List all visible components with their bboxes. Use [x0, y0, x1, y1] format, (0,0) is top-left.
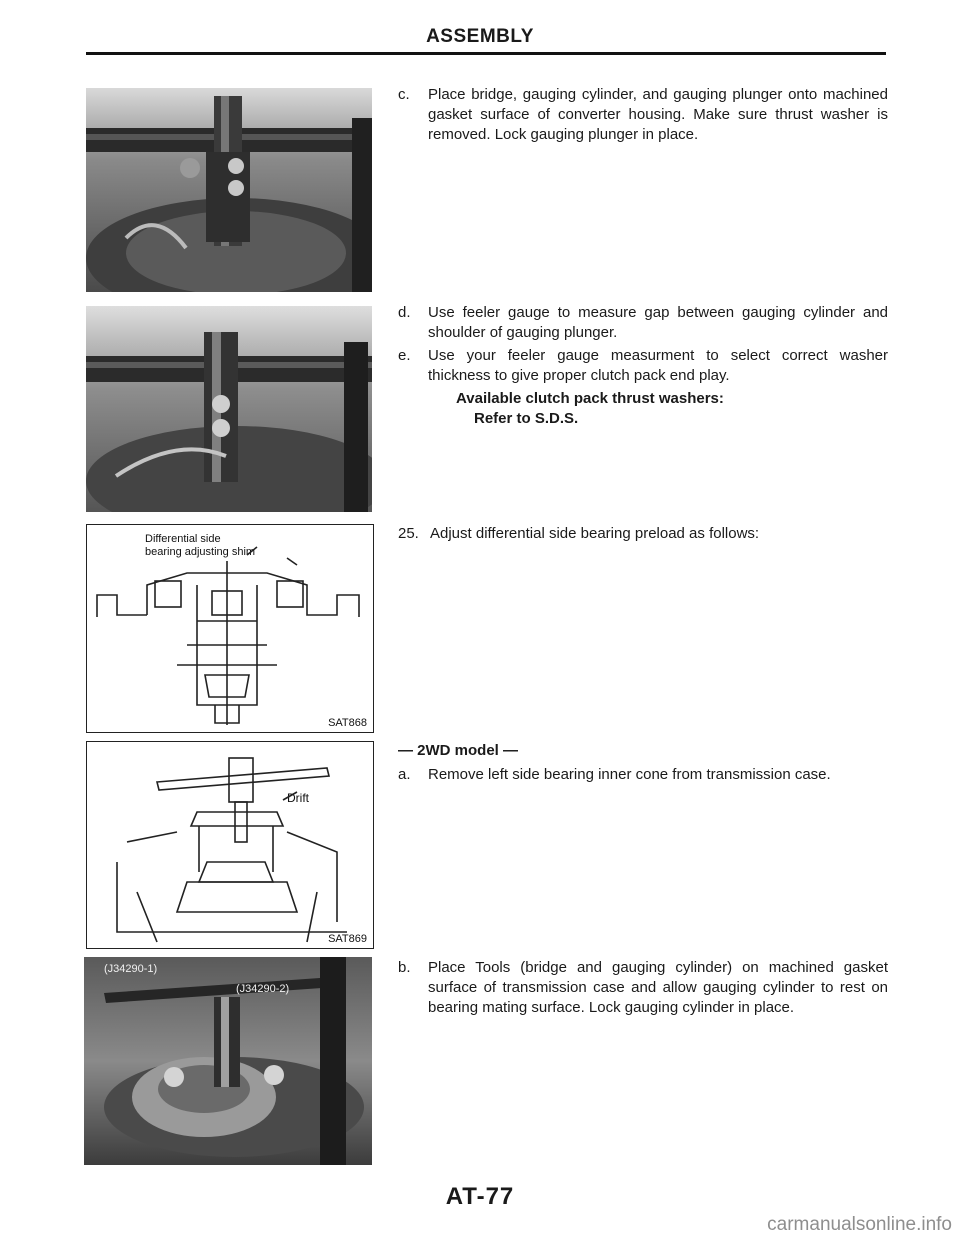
step-text: Use your feeler gauge measurment to select correct washer thickness to give proper clutch pack end play. — [428, 347, 888, 384]
tool-tag-j34290-1: (J34290-1) — [104, 963, 158, 975]
figure-label-bearing-adjusting-shim: bearing adjusting shim — [145, 546, 256, 558]
page-title: ASSEMBLY — [426, 26, 534, 47]
step-a — [398, 765, 888, 785]
step-text: Place Tools (bridge and gauging cylinder) on machined gasket surface of transmission case and allow gauging cylinder to rest on bearing mating surface. Lock gauging cylinder in place. — [428, 959, 888, 1016]
tool-tag-j34290-2: (J34290-2) — [236, 983, 290, 995]
step-25 — [398, 524, 888, 544]
step-marker: d. — [398, 304, 411, 321]
model-heading-2wd: — 2WD model — — [398, 742, 519, 759]
step-text: Adjust differential side bearing preload as follows: — [430, 525, 760, 542]
step-25-block — [398, 524, 888, 547]
header-divider — [86, 52, 886, 55]
figure-code: SAT868 — [328, 717, 367, 729]
step-a-block — [398, 741, 888, 788]
step-marker: a. — [398, 766, 411, 783]
step-b — [398, 958, 888, 1018]
step-b-block — [398, 958, 888, 1021]
diagram-drift-removal — [86, 741, 374, 949]
figure-label-drift: Drift — [287, 791, 309, 805]
step-text: Place bridge, gauging cylinder, and gauging plunger onto machined gasket surface of converter housing. Make sure thrust washer is removed. Lock gauging plunger in place. — [428, 86, 888, 143]
site-watermark: carmanualsonline.info — [767, 1214, 952, 1235]
page-number: AT-77 — [445, 1183, 515, 1210]
step-text: Remove left side bearing inner cone from transmission case. — [428, 766, 831, 783]
diagram-differential-side-bearing — [86, 524, 374, 733]
step-marker: b. — [398, 959, 411, 976]
figure-code: SAT869 — [328, 933, 367, 945]
step-d — [398, 303, 888, 343]
step-e — [398, 346, 888, 386]
photo-feeler-gauge-measure — [86, 306, 372, 512]
photo-bridge-on-housing — [86, 88, 372, 292]
photo-tools-on-transmission-case — [84, 957, 372, 1165]
step-text: Use feeler gauge to measure gap between gauging cylinder and shoulder of gauging plunger. — [428, 304, 888, 341]
note-refer-sds: Refer to S.D.S. — [474, 410, 579, 427]
step-d-e-block — [398, 303, 888, 429]
step-marker: 25. — [398, 525, 419, 542]
figure-label-differential-side: Differential side — [145, 533, 221, 545]
step-c-block — [398, 85, 888, 148]
step-marker: e. — [398, 347, 411, 364]
step-c — [398, 85, 888, 145]
note-thrust-washers: Available clutch pack thrust washers: — [456, 390, 724, 407]
step-marker: c. — [398, 86, 410, 103]
